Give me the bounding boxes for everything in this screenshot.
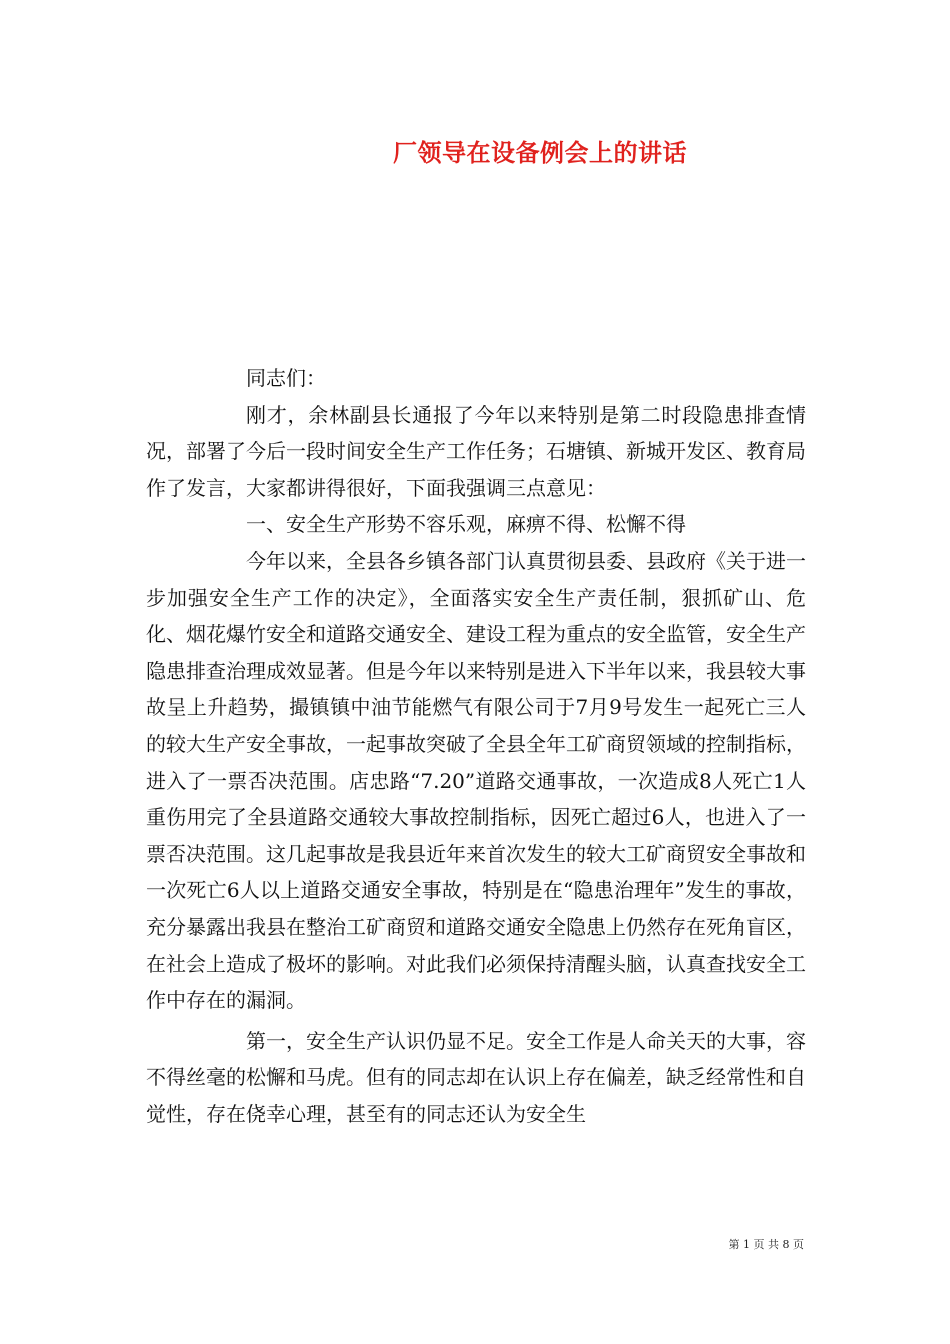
intro-paragraph: 刚才，余林副县长通报了今年以来特别是第二时段隐患排查情况，部署了今后一段时间安全生产工作任务；石塘镇、新城开发区、教育局作了发言，大家都讲得很好，下面我强调三点意见： <box>146 402 806 500</box>
section-heading: 一、安全生产形势不容乐观，麻痹不得、松懈不得 <box>246 512 686 537</box>
page-number-footer: 第 1 页 共 8 页 <box>728 1238 804 1251</box>
document-title: 厂领导在设备例会上的讲话 <box>393 139 687 167</box>
document-body <box>146 360 806 1132</box>
body-paragraph: 今年以来，全县各乡镇各部门认真贯彻县委、县政府《关于进一步加强安全生产工作的决定》，全面落实安全生产责任制，狠抓矿山、危化、烟花爆竹安全和道路交通安全、建设工程为重点的安全监管，安全生产隐患排查治理成效显著。但是今年以来特别是进入下半年以来，我县较大事故呈上升趋势，撮镇镇中油节能燃气有限公司于7月9号发生一起死亡三人的较大生产安全事故，一起事故突破了全县全年工矿商贸领域的控制指标，进入了一票否决范围。店忠路“7.20”道路交通事故，一次造成8人死亡1人重伤用完了全县道路交通较大事故控制指标，因死亡超过6人，也进入了一票否决范围。这几起事故是我县近年来首次发生的较大工矿商贸安全事故和一次死亡6人以上道路交通安全事故，特别是在“隐患治理年”发生的事故，充分暴露出我县在整治工矿商贸和道路交通安全隐患上仍然存在死角盲区，在社会上造成了极坏的影响。对此我们必须保持清醒头脑，认真查找安全工作中存在的漏洞。 <box>146 548 806 1013</box>
body-paragraph: 第一，安全生产认识仍显不足。安全工作是人命关天的大事，容不得丝毫的松懈和马虎。但有的同志却在认识上存在偏差，缺乏经常性和自觉性，存在侥幸心理，甚至有的同志还认为安全生 <box>146 1028 806 1126</box>
salutation-paragraph: 同志们： <box>246 366 326 390</box>
